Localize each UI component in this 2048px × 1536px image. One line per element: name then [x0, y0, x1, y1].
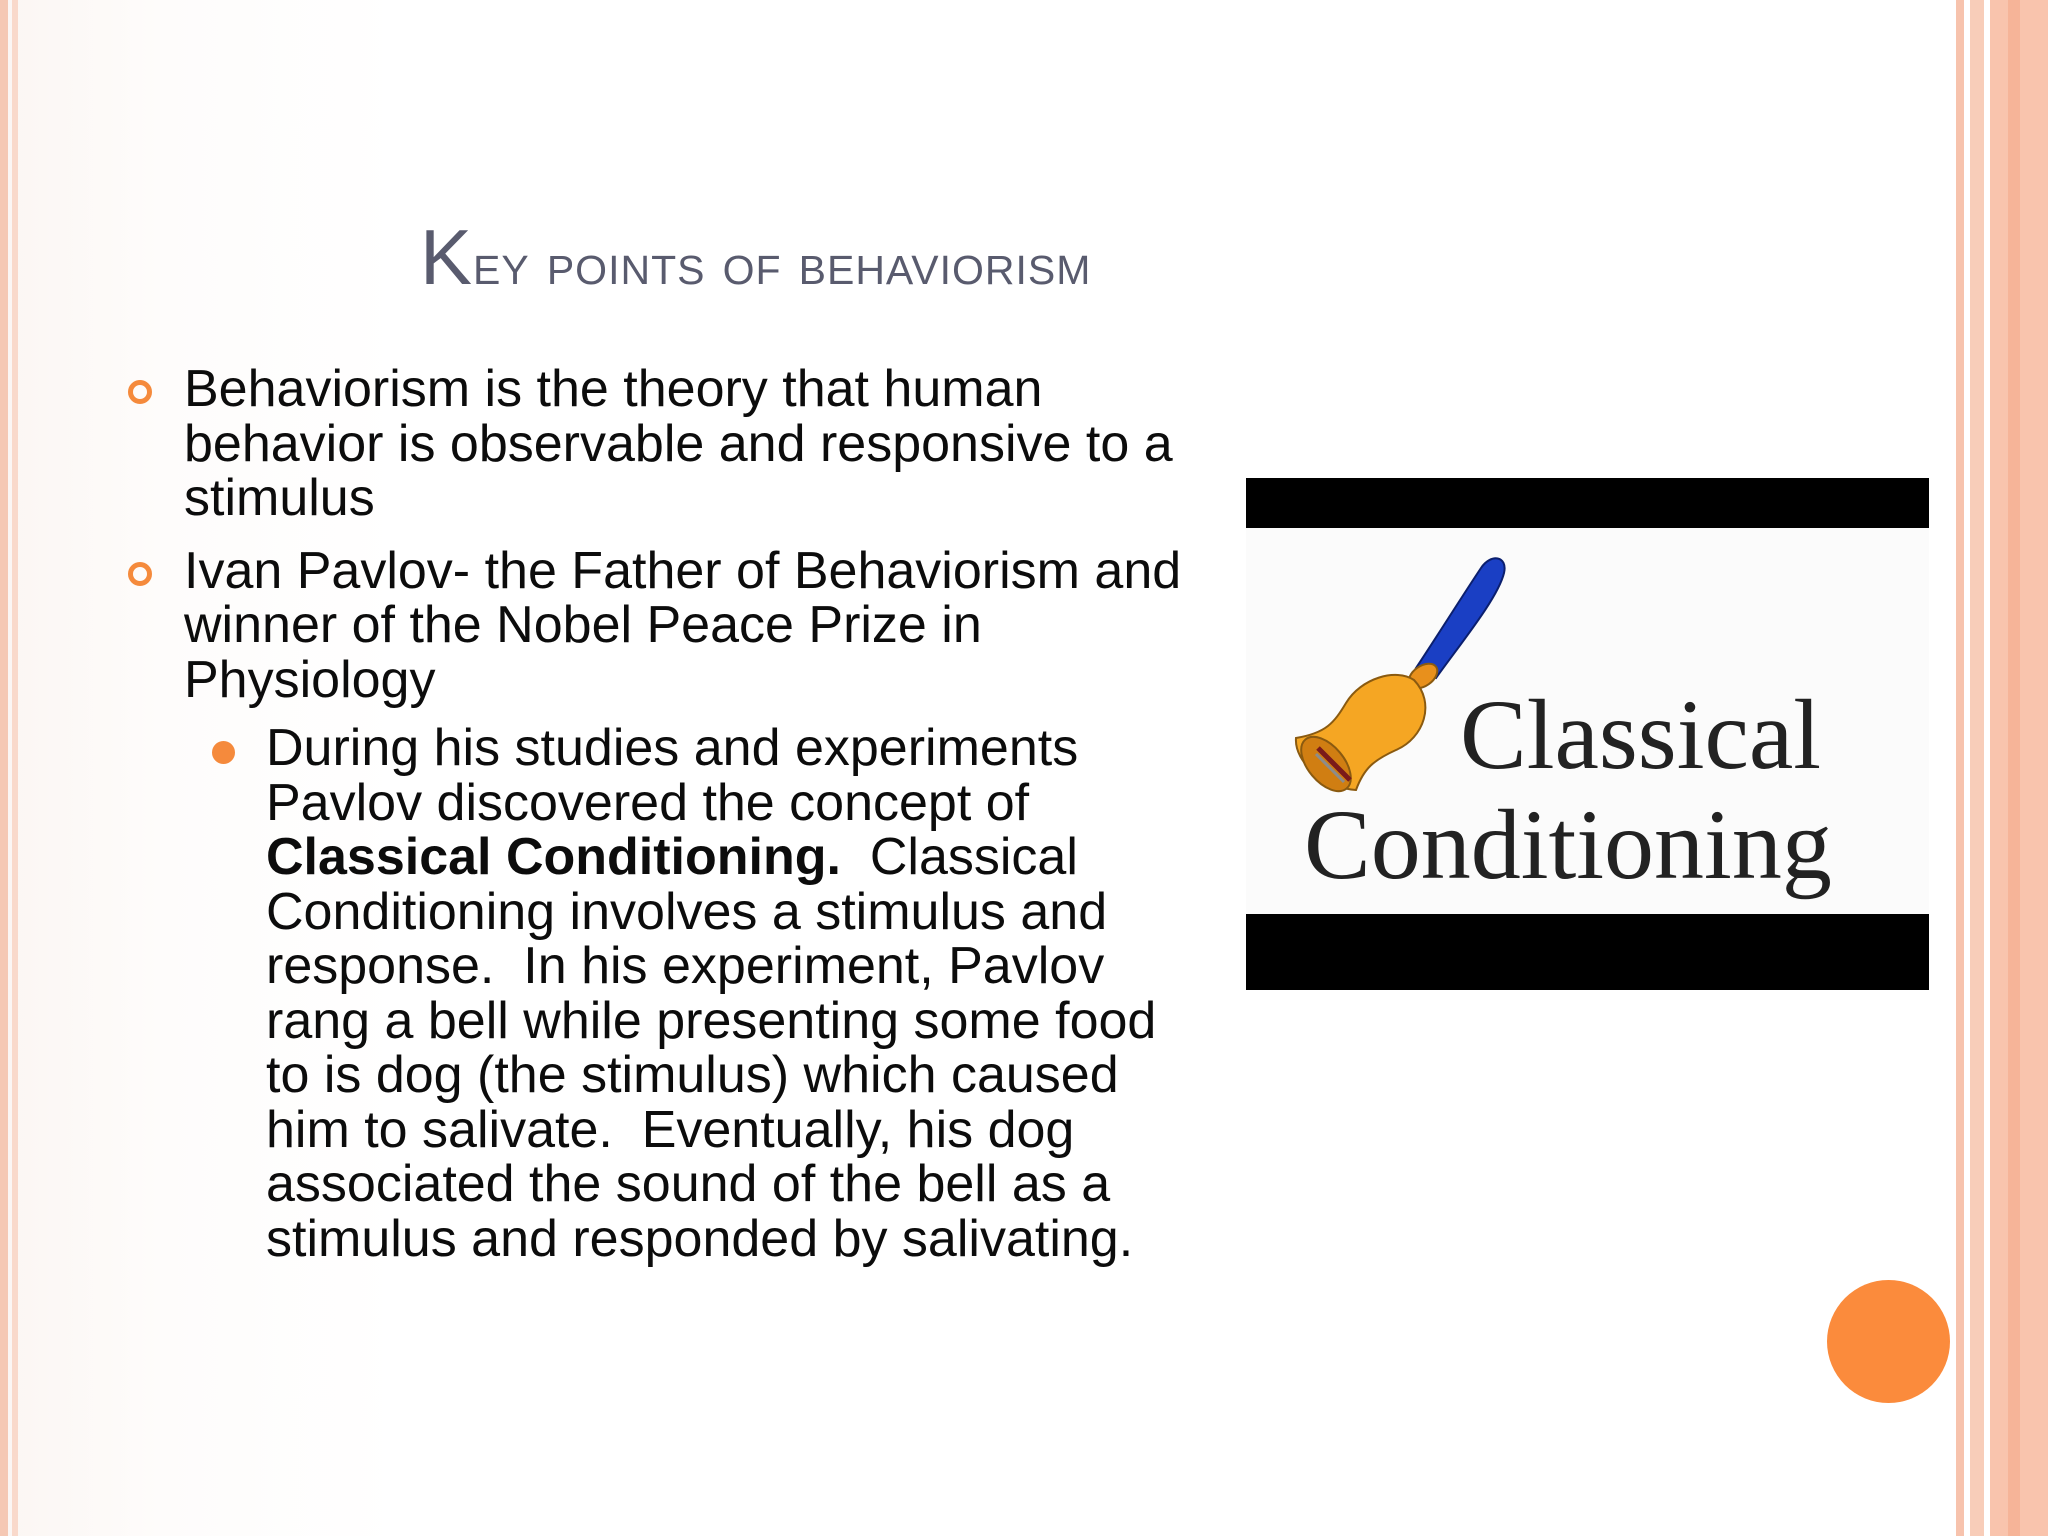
- right-border-band-dark: [2008, 0, 2020, 1536]
- sub-bullet-text-pre: During his studies and experiments Pavlov discovered the concept of: [266, 719, 1079, 832]
- image-caption-line2: Conditioning: [1304, 789, 1832, 900]
- sub-bullet-item: [110, 721, 1190, 1266]
- bullet-text: Behaviorism is the theory that human behavior is observable and responsive to a stimulus: [184, 360, 1173, 527]
- slide-title-rest: ey points of behaviorism: [473, 232, 1092, 297]
- slide-body: [110, 362, 1190, 1284]
- bullet-text: Ivan Pavlov- the Father of Behaviorism and winner of the Nobel Peace Prize in Physiology: [184, 541, 1182, 709]
- classical-conditioning-image: [1246, 478, 1929, 990]
- ring-bullet-icon: [128, 380, 152, 404]
- image-graphic: [1246, 528, 1929, 914]
- left-border-stripe-inner: [12, 0, 18, 1536]
- right-border-stripe-middle: [1970, 0, 1984, 1536]
- bullet-item: [110, 362, 1190, 526]
- right-border-stripe: [1956, 0, 1964, 1536]
- ring-bullet-icon: [128, 562, 152, 586]
- sub-bullet-text-bold: Classical Conditioning.: [266, 828, 841, 886]
- slide-title: [420, 212, 1520, 303]
- left-border-stripe: [0, 0, 8, 1536]
- slide-title-initial: K: [420, 213, 474, 301]
- image-caption-line1: Classical: [1460, 679, 1822, 790]
- dot-bullet-icon: [212, 741, 235, 764]
- sub-bullet-text-post: Classical Conditioning involves a stimulus and response. In his experiment, Pavlov rang a bell while presenting some food to is dog (the stimulus) which caused him to salivate. Eventually, his dog associated the sound of the bell as a stimulus and responded by salivating.: [266, 828, 1171, 1268]
- orange-circle-decoration: [1827, 1280, 1950, 1403]
- bullet-item: [110, 541, 1190, 1268]
- image-content: [1246, 528, 1929, 914]
